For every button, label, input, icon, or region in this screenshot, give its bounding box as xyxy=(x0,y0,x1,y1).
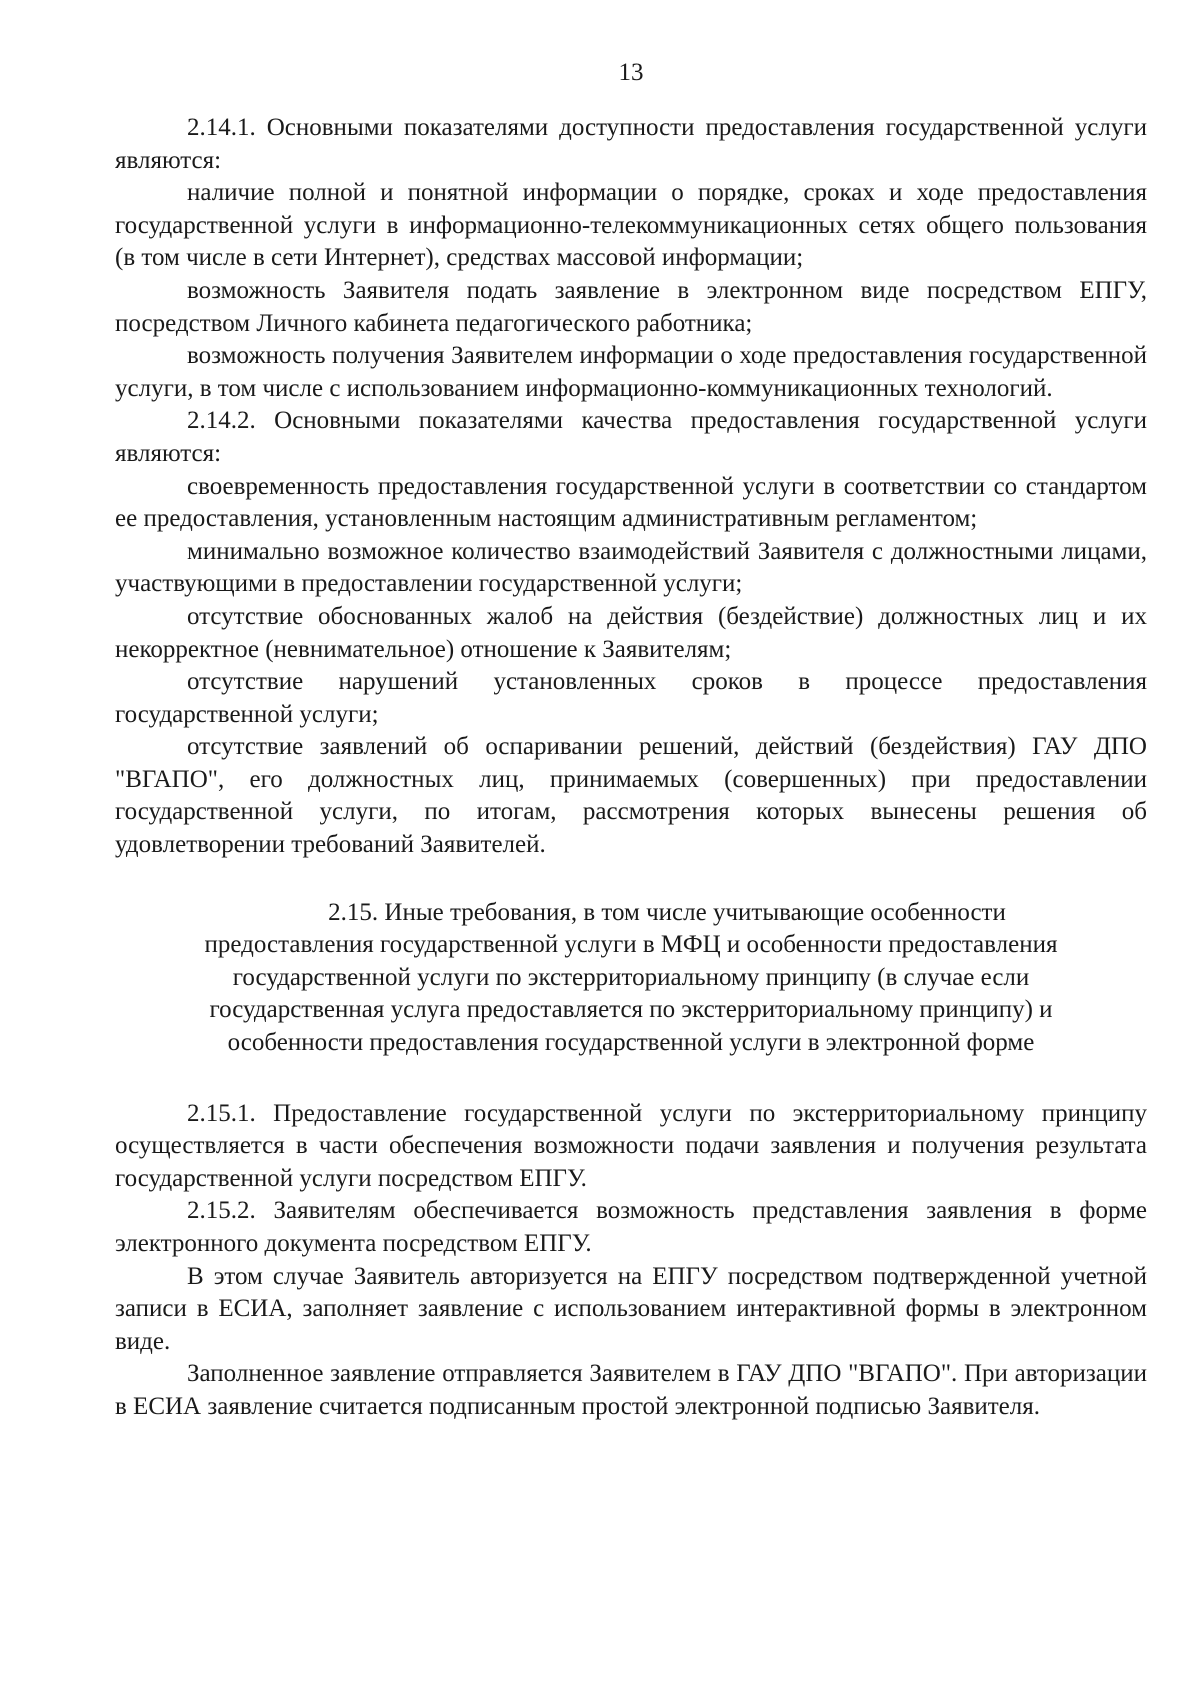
heading-line: 2.15. Иные требования, в том числе учитывающие особенности xyxy=(328,898,1006,926)
paragraph-progress-info: возможность получения Заявителем информации о ходе предоставления государственной услуги, в том числе с использованием информационно-коммуникационных технологий. xyxy=(115,342,1147,402)
paragraph-signature: Заполненное заявление отправляется Заявителем в ГАУ ДПО "ВГАПО". При авторизации в ЕСИА заявление считается подписанным простой электронной подписью Заявителя. xyxy=(115,1360,1147,1420)
heading-line: государственной услуги по экстерриториальному принципу (в случае если xyxy=(232,963,1030,991)
section-2-14 xyxy=(115,112,1147,862)
page-number: 13 xyxy=(618,59,644,86)
paragraph-authorization: В этом случае Заявитель авторизуется на ЕПГУ посредством подтвержденной учетной записи в ЕСИА, заполняет заявление с использованием интерактивной формы в электронном виде. xyxy=(115,1262,1147,1355)
section-2-15-heading xyxy=(115,897,1147,1060)
paragraph-no-complaints: отсутствие обоснованных жалоб на действия (бездействие) должностных лиц и их некорректное (невнимательное) отношение к Заявителям; xyxy=(115,602,1147,663)
paragraph-2-15-1: 2.15.1. Предоставление государственной услуги по экстерриториальному принципу осуществляется в части обеспечения возможности подачи заявления и получения результата государственной услуги посредством ЕПГУ. xyxy=(115,1099,1147,1192)
paragraph-info-availability: наличие полной и понятной информации о порядке, сроках и ходе предоставления государственной услуги в информационно-телекоммуникационных сетях общего пользования (в том числе в сети Интернет), средствах массовой информации; xyxy=(115,179,1147,272)
paragraph-2-14-2: 2.14.2. Основными показателями качества предоставления государственной услуги являются: xyxy=(115,407,1147,467)
paragraph-no-disputes: отсутствие заявлений об оспаривании решений, действий (бездействия) ГАУ ДПО "ВГАПО", его должностных лиц, принимаемых (совершенных) при предоставлении государственной услуги, по итогам, рассмотрения которых вынесены решения об удовлетворении требований Заявителей. xyxy=(115,733,1147,859)
heading-line: особенности предоставления государственной услуги в электронной форме xyxy=(227,1029,1035,1057)
heading-line: предоставления государственной услуги в МФЦ и особенности предоставления xyxy=(204,931,1058,959)
paragraph-no-deadline-violations: отсутствие нарушений установленных сроков в процессе предоставления государственной услуги; xyxy=(115,668,1147,728)
paragraph-timeliness: своевременность предоставления государственной услуги в соответствии со стандартом ее предоставления, установленным настоящим административным регламентом; xyxy=(115,472,1147,533)
paragraph-2-14-1: 2.14.1. Основными показателями доступности предоставления государственной услуги являются: xyxy=(115,114,1147,174)
section-2-15 xyxy=(115,1098,1147,1424)
heading-line: государственная услуга предоставляется по экстерриториальному принципу) и xyxy=(209,996,1053,1024)
paragraph-electronic-submission: возможность Заявителя подать заявление в электронном виде посредством ЕПГУ, посредством Личного кабинета педагогического работника; xyxy=(115,276,1147,337)
paragraph-2-15-2: 2.15.2. Заявителям обеспечивается возможность представления заявления в форме электронного документа посредством ЕПГУ. xyxy=(115,1197,1147,1257)
paragraph-min-interactions: минимально возможное количество взаимодействий Заявителя с должностными лицами, участвующими в предоставлении государственной услуги; xyxy=(115,537,1147,598)
